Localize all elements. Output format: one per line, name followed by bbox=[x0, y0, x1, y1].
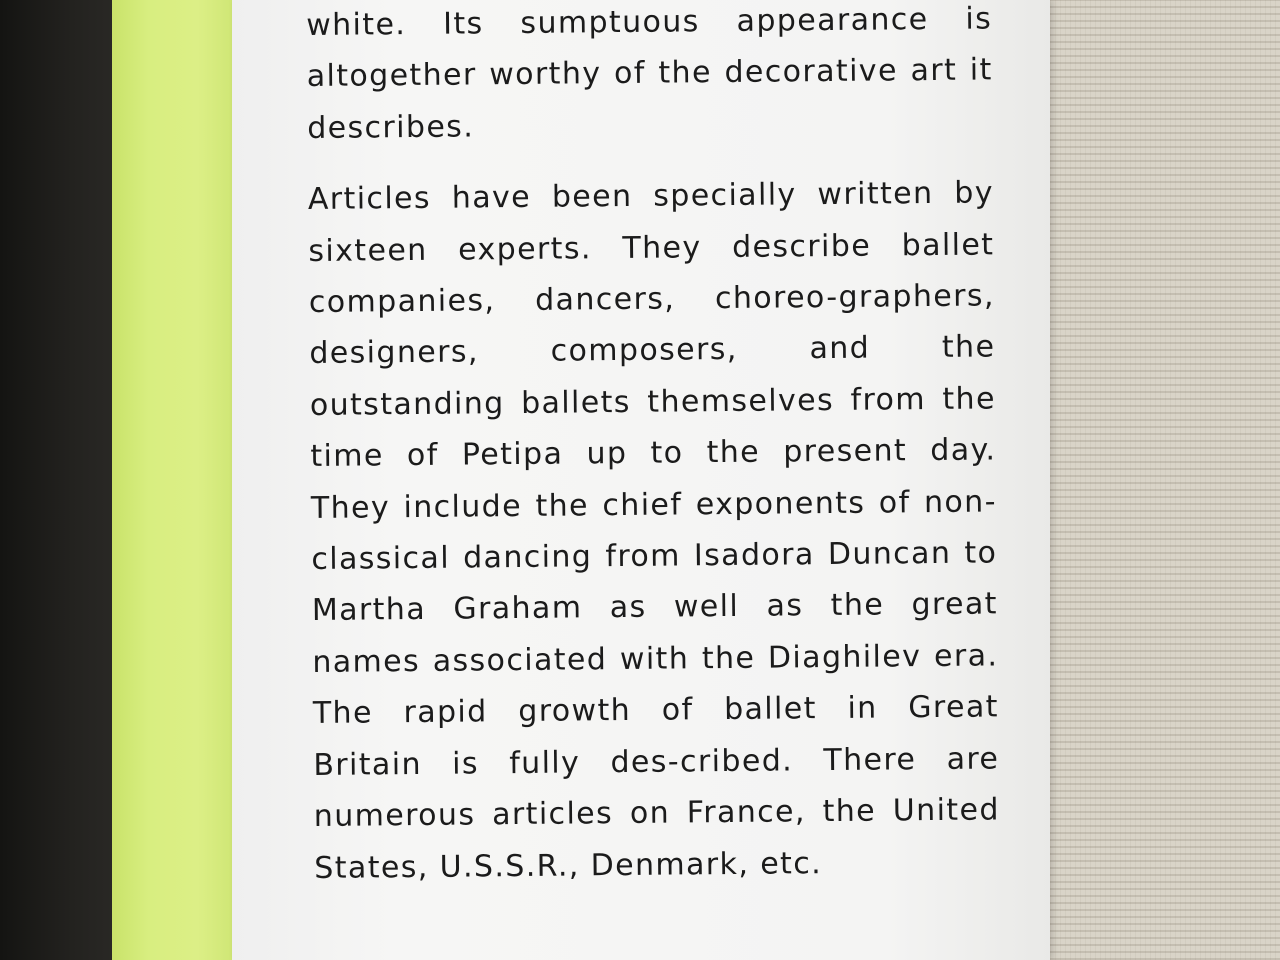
paragraph-2: Articles have been specially written by sixteen experts. They describe ballet companies, dancers, choreo-graphers, designers, composers, and the outstanding ballets themselves from the time of Petipa up to the present day. They include the chief exponents of non-classical dancing from Isadora Duncan to Martha Graham as well as the great names associated with the Diaghilev era. The rapid growth of ballet in Great Britain is fully des-cribed. There are numerous articles on France, the United States, U.S.S.R., Denmark, etc. bbox=[307, 175, 1000, 886]
green-book-cover-edge bbox=[112, 0, 234, 960]
flap-text bbox=[306, 0, 1001, 894]
dark-background bbox=[0, 0, 120, 960]
textured-paper-background bbox=[1040, 0, 1280, 960]
paragraph-1: white. Its sumptuous appearance is altogether worthy of the decorative art it describes. bbox=[306, 1, 993, 146]
